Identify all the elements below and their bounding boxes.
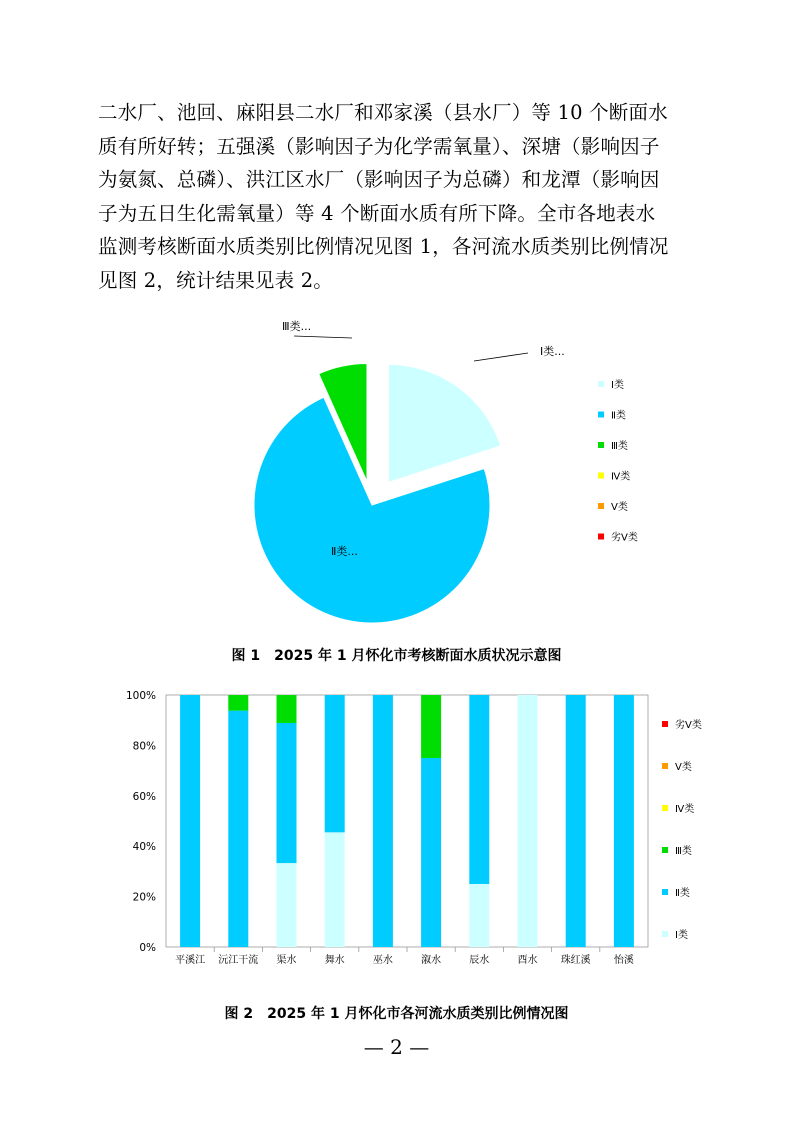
legend-label: Ⅲ类 (611, 441, 628, 452)
stacked-bar-chart (0, 680, 793, 980)
bar-segment (566, 695, 586, 947)
bar-segment (325, 832, 345, 947)
legend-label: Ⅴ类 (611, 502, 628, 513)
leader-line (294, 336, 352, 338)
paragraph-line: 子为五日生化需氧量）等 4 个断面水质有所下降。全市各地表水 (98, 201, 656, 225)
slice-label: Ⅱ类... (331, 545, 358, 558)
x-tick-label: 舞水 (324, 955, 345, 966)
bar-segment (469, 695, 489, 884)
bar-segment (228, 711, 248, 947)
bar-segment (518, 695, 538, 947)
legend-swatch (662, 889, 668, 895)
bar-segment (614, 695, 634, 947)
bar-segment (277, 695, 297, 723)
legend-label: Ⅱ类 (611, 410, 626, 422)
pie-slice (388, 364, 500, 482)
legend-swatch (662, 763, 668, 769)
x-tick-label: 酉水 (517, 955, 538, 966)
bar-segment (277, 723, 297, 863)
legend-swatch (662, 721, 668, 727)
legend-swatch (662, 931, 668, 937)
bar-segment (421, 758, 441, 947)
y-tick-label: 20% (132, 891, 156, 904)
figure2-caption: 图 2 2025 年 1 月怀化市各河流水质类别比例情况图 (224, 1006, 569, 1022)
x-tick-label: 溆水 (421, 955, 442, 966)
bar-segment (421, 695, 441, 758)
page-number: — 2 — (363, 1035, 430, 1059)
x-tick-label: 沅江干流 (218, 955, 259, 966)
legend-swatch (598, 442, 604, 448)
paragraph-line: 质有所好转；五强溪（影响因子为化学需氧量）、深塘（影响因子 (98, 134, 660, 158)
y-tick-label: 80% (132, 740, 156, 753)
bar-segment (469, 884, 489, 947)
legend-swatch (662, 805, 668, 811)
legend-label: Ⅰ类 (675, 930, 688, 941)
legend-swatch (598, 473, 604, 479)
legend-swatch (598, 534, 604, 540)
x-tick-label: 巫水 (372, 955, 393, 966)
bar-segment (180, 695, 200, 947)
y-tick-label: 60% (132, 790, 156, 803)
y-tick-label: 0% (139, 942, 156, 954)
bar-segment (325, 695, 345, 832)
legend-label: Ⅲ类 (675, 846, 692, 857)
legend-swatch (598, 412, 604, 418)
x-tick-label: 珠红溪 (560, 955, 591, 966)
legend-label: Ⅳ类 (675, 804, 695, 815)
legend-label: Ⅳ类 (611, 471, 631, 483)
legend-label: 劣Ⅴ类 (611, 532, 638, 544)
pie-chart (0, 310, 793, 630)
legend-swatch (662, 847, 668, 853)
x-tick-label: 平溪江 (175, 955, 206, 966)
legend-label: Ⅴ类 (675, 762, 692, 773)
figure1-caption: 图 1 2025 年 1 月怀化市考核断面水质状况示意图 (231, 648, 562, 664)
body-paragraph (98, 96, 698, 298)
y-tick-label: 100% (125, 690, 156, 702)
leader-line (474, 353, 528, 361)
paragraph-line: 见图 2，统计结果见表 2。 (98, 268, 334, 292)
paragraph-line: 二水厂、池回、麻阳县二水厂和邓家溪（县水厂）等 10 个断面水 (98, 101, 668, 124)
x-tick-label: 渠水 (276, 955, 297, 966)
legend-swatch (598, 381, 604, 387)
legend-label: Ⅰ类 (611, 380, 624, 391)
slice-label: Ⅰ类... (540, 345, 565, 358)
legend-label: 劣Ⅴ类 (675, 720, 702, 731)
legend-swatch (598, 503, 604, 509)
bar-segment (373, 695, 393, 947)
paragraph-line: 监测考核断面水质类别比例情况见图 1，各河流水质类别比例情况 (98, 235, 669, 259)
paragraph-line: 为氨氮、总磷）、洪江区水厂（影响因子为总磷）和龙潭（影响因 (98, 168, 660, 192)
legend-label: Ⅱ类 (675, 888, 690, 899)
x-tick-label: 辰水 (469, 955, 490, 966)
y-tick-label: 40% (132, 841, 156, 854)
bar-segment (277, 863, 297, 947)
x-tick-label: 怡溪 (613, 955, 634, 966)
slice-label: Ⅲ类... (282, 320, 312, 333)
bar-segment (228, 695, 248, 711)
